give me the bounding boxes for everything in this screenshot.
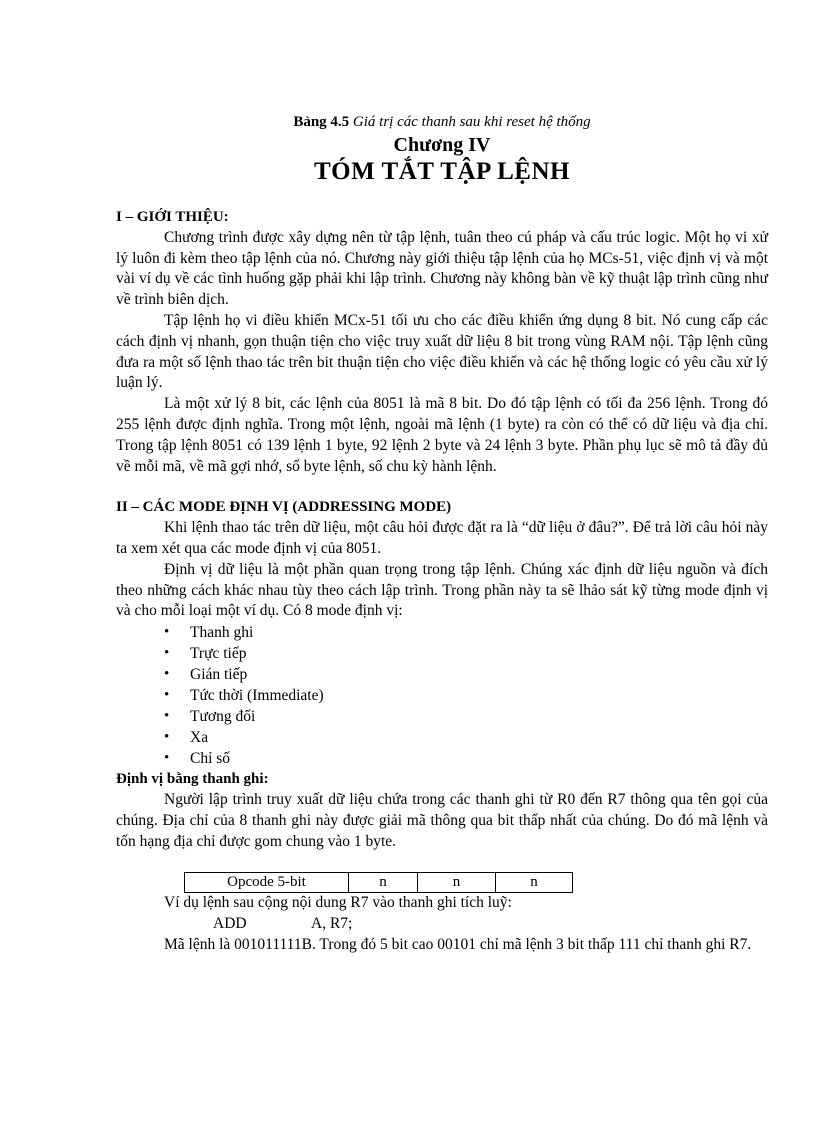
list-item: • Thanh ghi — [164, 622, 768, 643]
register-bit-cell: n — [349, 873, 418, 893]
list-item: • Xa — [164, 727, 768, 748]
addressing-paragraph-1: Khi lệnh thao tác trên dữ liệu, một câu hỏi được đặt ra là “dữ liệu ở đâu?”. Để trả lời câu hỏi này ta xem xét qua các mode định vị của 8051. — [116, 519, 768, 557]
example-intro: Ví dụ lệnh sau cộng nội dung R7 vào thanh ghi tích luỹ: — [164, 894, 512, 912]
section-heading-intro: I – GIỚI THIỆU: — [116, 209, 229, 225]
list-item: • Chỉ số — [164, 748, 768, 769]
register-paragraph: Người lập trình truy xuất dữ liệu chứa trong các thanh ghi từ R0 đến R7 thông qua tên gọi của chúng. Địa chỉ của 8 thanh ghi này được giải mã thông qua bit thấp nhất của chúng. Do đó mã lệnh và tốn hạng địa chỉ được gom chung vào 1 byte. — [116, 790, 768, 850]
intro-paragraph-1: Chương trình được xây dựng nên từ tập lệnh, tuân theo cú pháp và cấu trúc logic. Một họ vi xử lý luôn đi kèm theo tập lệnh của nó. Chương này giới thiệu tập lệnh của họ MCs-51, việc định vị và một vài ví dụ về các tình huống gặp phải khi lập trình. Chương này không bàn về kỹ thuật lập trình cũng như về trình biên dịch. — [116, 228, 768, 309]
addressing-mode-list — [116, 622, 768, 769]
intro-paragraph-3: Là một xử lý 8 bit, các lệnh của 8051 là mã 8 bit. Do đó tập lệnh có tối đa 256 lệnh. Trong đó 255 lệnh được định nghĩa. Trong một lệnh, ngoài mã lệnh (1 byte) ra còn có thể có dữ liệu và địa chỉ. Trong tập lệnh 8051 có 139 lệnh 1 byte, 92 lệnh 2 byte và 24 lệnh 3 byte. Phần phụ lục sẽ mô tả đầy đủ về mỗi mã, về mã gợi nhớ, số byte lệnh, số chu kỳ hành lệnh. — [116, 395, 768, 475]
register-bit-cell: n — [418, 873, 496, 893]
list-item: • Tương đối — [164, 706, 768, 727]
list-item: • Trực tiếp — [164, 643, 768, 664]
caption-text: Giá trị các thanh sau khi reset hệ thống — [352, 114, 591, 130]
caption-label: Bảng 4.5 — [293, 114, 350, 130]
subsection-heading-register: Định vị bằng thanh ghi: — [116, 771, 269, 788]
opcode-format-table — [184, 872, 573, 893]
opcode-cell: Opcode 5-bit — [185, 873, 349, 893]
list-item: • Gián tiếp — [164, 664, 768, 685]
intro-paragraph-2: Tập lệnh họ vi điều khiển MCx-51 tối ưu cho các điều khiển ứng dụng 8 bit. Nó cung cấp các cách định vị nhanh, gọn thuận tiện cho việc truy xuất dữ liệu 8 bit trong vùng RAM nội. Tập lệnh cũng đưa ra một số lệnh thao tác trên bit thuận tiện cho việc điều khiển và các hệ thống logic có yêu cầu xử lý luận lý. — [116, 311, 768, 392]
section-heading-addressing: II – CÁC MODE ĐỊNH VỊ (ADDRESSING MODE) — [116, 499, 452, 516]
document-page — [116, 112, 768, 956]
addressing-paragraph-2: Định vị dữ liệu là một phần quan trọng trong tập lệnh. Chúng xác định dữ liệu nguồn và đích theo những cách khác nhau tùy theo cách lập trình. Trong phần này ta sẽ lhảo sát kỹ từng mode định vị và cho mỗi loại một ví dụ. Có 8 mode định vị: — [116, 560, 768, 620]
code-operands: A, R7; — [311, 915, 353, 933]
code-example — [116, 914, 768, 935]
example-explanation: Mã lệnh là 001011111B. Trong đó 5 bit cao 00101 chỉ mã lệnh 3 bit thấp 111 chỉ thanh ghi R7. — [164, 935, 752, 953]
chapter-title: TÓM TẮT TẬP LỆNH — [314, 158, 570, 185]
list-item: • Tức thời (Immediate) — [164, 685, 768, 706]
table-caption — [116, 112, 768, 132]
chapter-number: Chương IV — [393, 134, 491, 156]
code-mnemonic: ADD — [213, 915, 247, 933]
register-bit-cell: n — [496, 873, 573, 893]
